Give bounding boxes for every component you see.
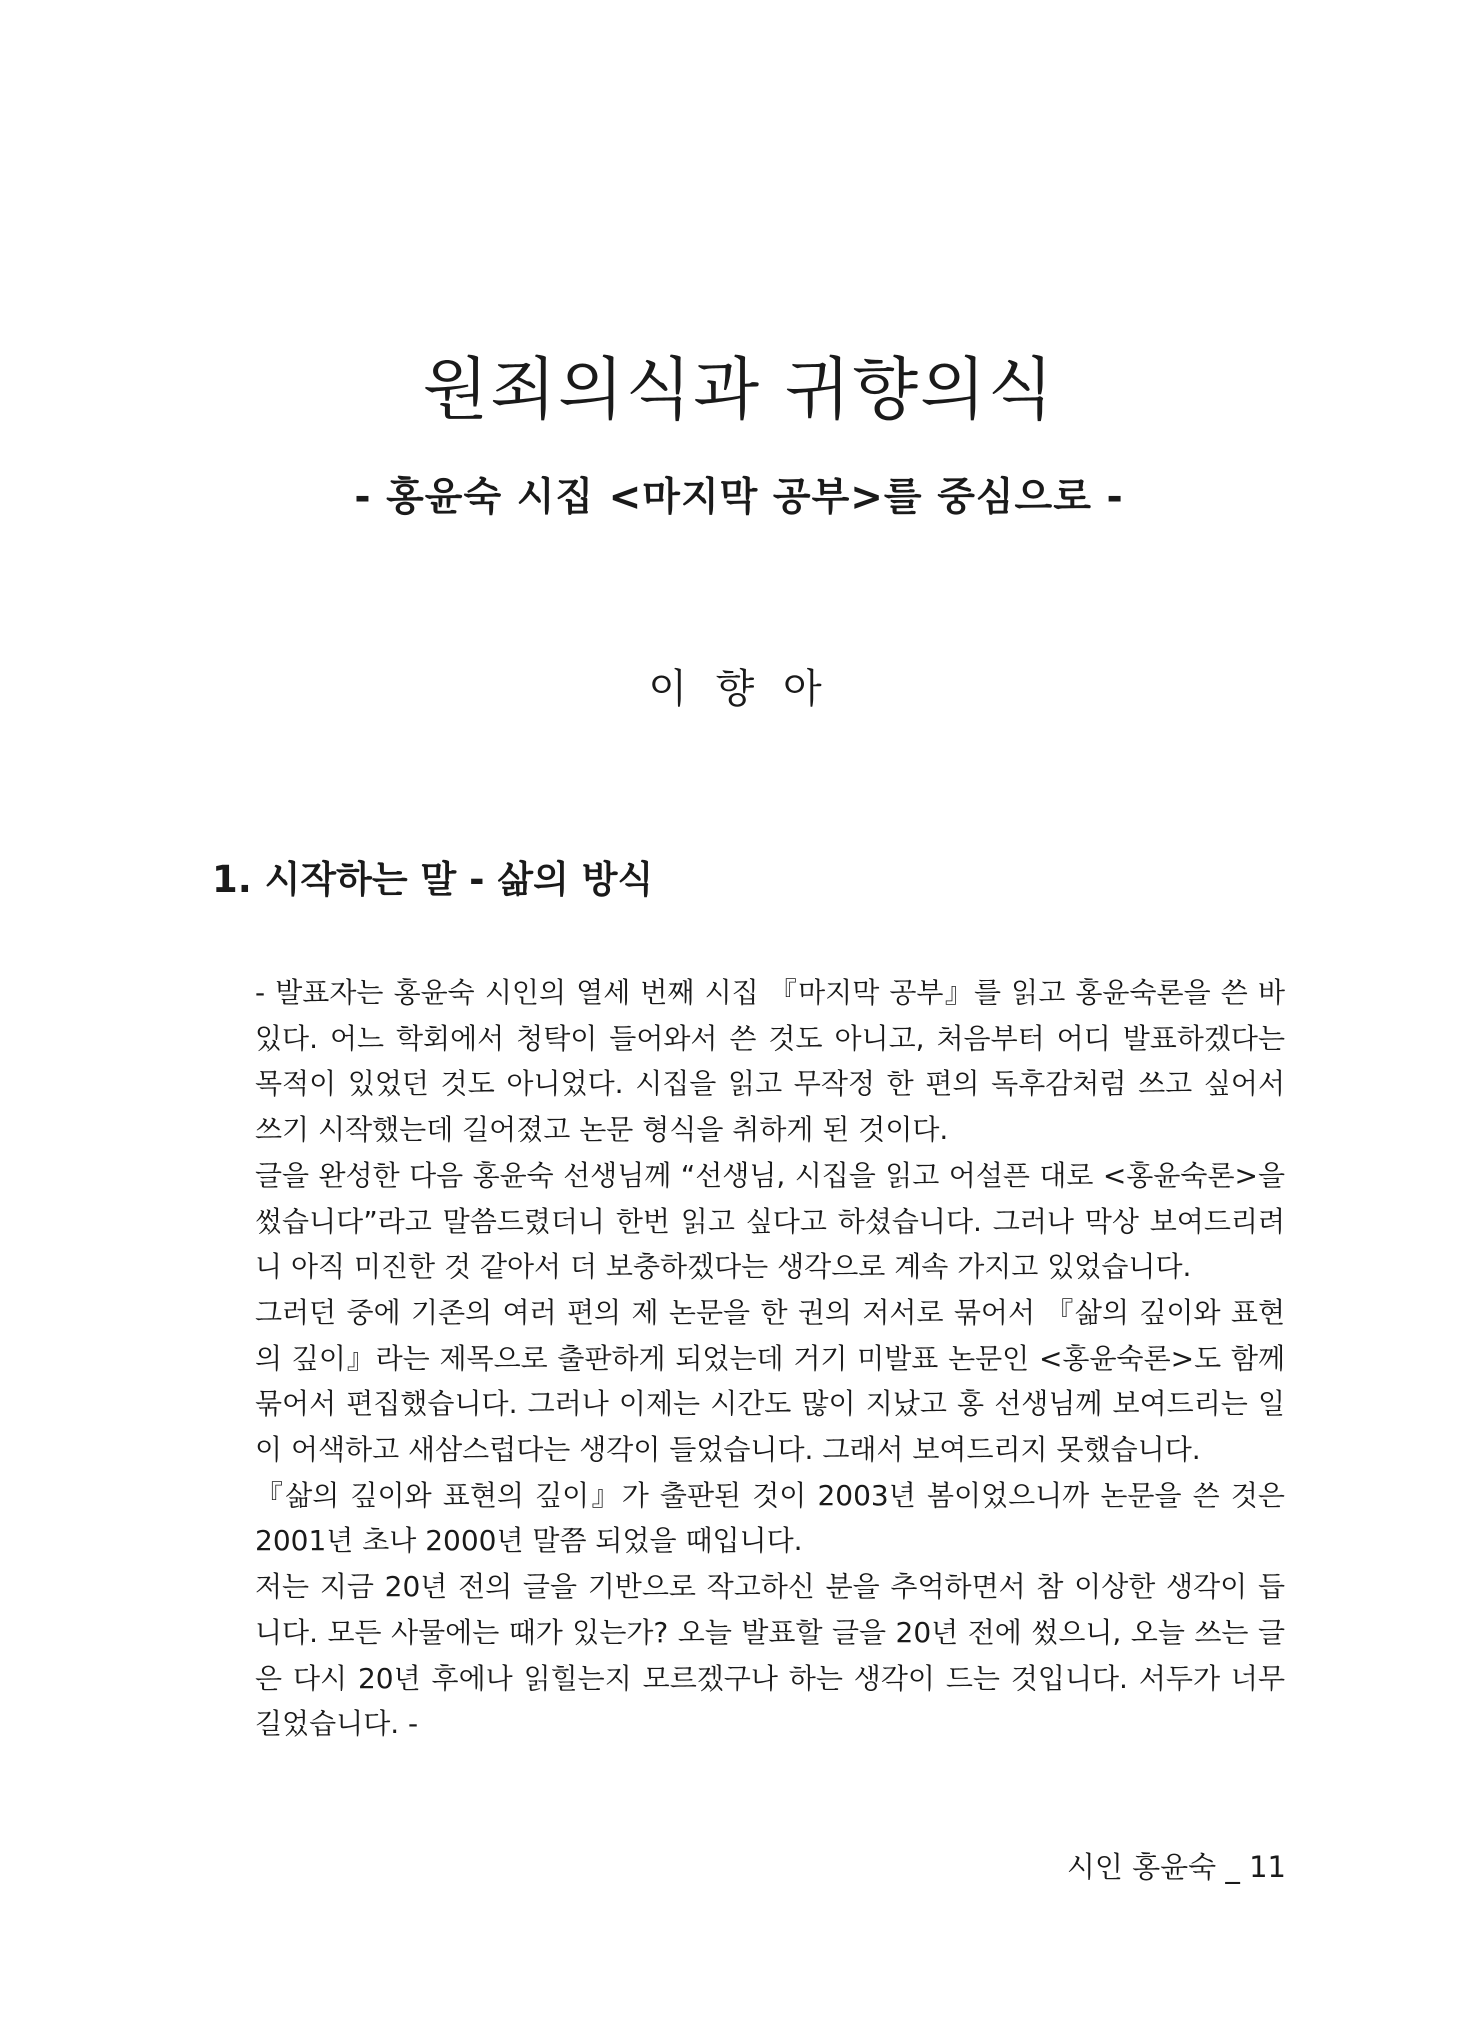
body-text: [255, 970, 1285, 1747]
section-heading: 1. 시작하는 말 - 삶의 방식: [212, 858, 654, 901]
paragraph: 『삶의 깊이와 표현의 깊이』가 출판된 것이 2003년 봄이었으니까 논문을 쓴 것은 2001년 초나 2000년 말쯤 되었을 때입니다.: [255, 1478, 1285, 1558]
document-title: 원죄의식과 귀향의식: [422, 351, 1056, 430]
paragraph: - 발표자는 홍윤숙 시인의 열세 번째 시집 『마지막 공부』를 읽고 홍윤숙론을 쓴 바 있다. 어느 학회에서 청탁이 들어와서 쓴 것도 아니고, 처음부터 어디 발표하겠다는 목적이 있었던 것도 아니었다. 시집을 읽고 무작정 한 편의 독후감처럼 쓰고 싶어서 쓰기 시작했는데 길어졌고 논문 형식을 취하게 된 것이다.: [255, 976, 1285, 1147]
paragraph: 저는 지금 20년 전의 글을 기반으로 작고하신 분을 추억하면서 참 이상한 생각이 듭니다. 모든 사물에는 때가 있는가? 오늘 발표할 글을 20년 전에 썼으니, 오늘 쓰는 글은 다시 20년 후에나 읽힐는지 모르겠구나 하는 생각이 드는 것입니다. 서두가 너무 길었습니다. -: [255, 1570, 1285, 1741]
document-subtitle: - 홍윤숙 시집 <마지막 공부>를 중심으로 -: [354, 475, 1124, 520]
paragraph: 그러던 중에 기존의 여러 편의 제 논문을 한 권의 저서로 묶어서 『삶의 깊이와 표현의 깊이』라는 제목으로 출판하게 되었는데 거기 미발표 논문인 <홍윤숙론>도 함께 묶어서 편집했습니다. 그러나 이제는 시간도 많이 지났고 홍 선생님께 보여드리는 일이 어색하고 새삼스럽다는 생각이 들었습니다. 그래서 보여드리지 못했습니다.: [255, 1295, 1285, 1467]
author-name: 이 향 아: [648, 666, 830, 712]
paragraph: 글을 완성한 다음 홍윤숙 선생님께 “선생님, 시집을 읽고 어설픈 대로 <홍윤숙론>을 썼습니다”라고 말씀드렸더니 한번 읽고 싶다고 하셨습니다. 그러나 막상 보여드리려니 아직 미진한 것 같아서 더 보충하겠다는 생각으로 계속 가지고 있었습니다.: [255, 1158, 1285, 1284]
page-footer: 시인 홍윤숙 _ 11: [1066, 1850, 1286, 1884]
